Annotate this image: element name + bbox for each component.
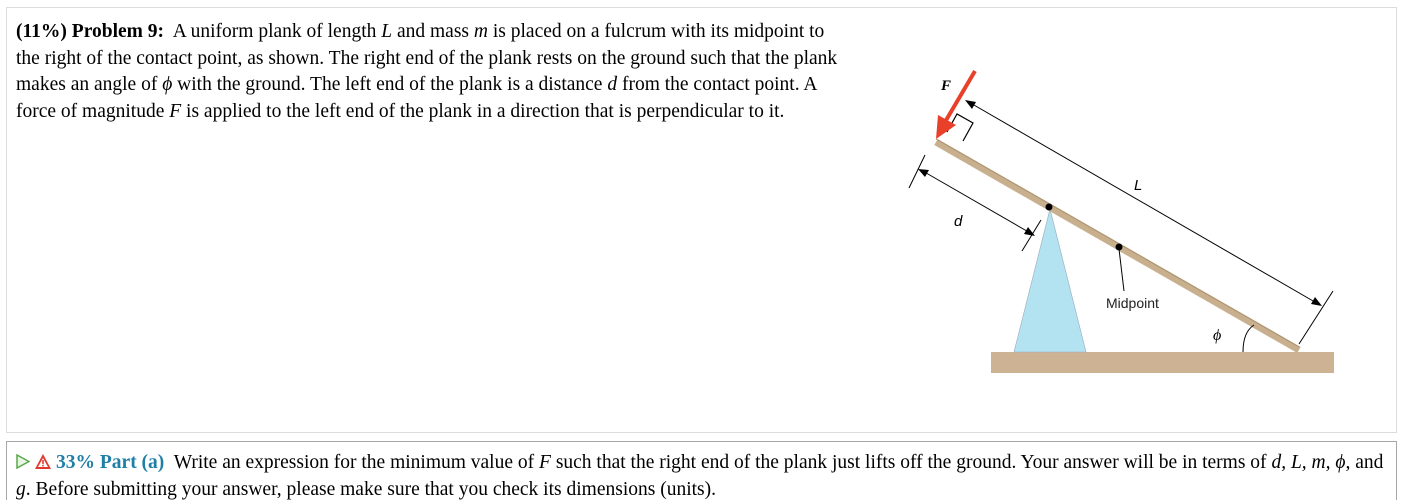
var-phi: ϕ — [162, 74, 173, 95]
part-text-4: . Before submitting your answer, please make sure that you check its dimensions (units). — [25, 479, 716, 500]
part-text-3: and — [1350, 452, 1384, 473]
problem-text-1: A uniform plank of length — [172, 21, 382, 42]
problem-text-3: is placed on a fulcrum with its midpoint to the right of the contact point, as shown. The right end of the plank rests on the ground such that the plank makes an angle of — [16, 21, 838, 95]
part-text-2: such that the right end of the plank just lifts off the ground. Your answer will be in terms of — [550, 452, 1272, 473]
midpoint-label: Midpoint — [1106, 295, 1159, 311]
part-percent: 33% — [56, 452, 95, 473]
part-a-statement — [16, 449, 1386, 503]
var-L: L — [381, 21, 393, 42]
angle-arc — [1243, 325, 1254, 352]
force-label: F — [941, 78, 952, 94]
problem-number: Problem 9: — [71, 21, 165, 42]
part-a-panel[interactable] — [6, 441, 1397, 500]
length-label: L — [1134, 177, 1143, 194]
problem-text-5: from the contact point. A force of magnitude — [16, 74, 817, 122]
var-d: d — [607, 74, 618, 95]
var-F: F — [169, 100, 182, 122]
midpoint-leader — [1119, 249, 1124, 291]
distance-dimension-line — [921, 170, 1032, 234]
warning-icon — [34, 453, 52, 470]
part-text-1: Write an expression for the minimum value of — [173, 452, 540, 473]
part-vars: d, L, m, ϕ, — [1271, 452, 1351, 473]
fulcrum — [1014, 209, 1086, 352]
part-var-F: F — [539, 452, 551, 473]
problem-panel — [6, 7, 1397, 433]
var-m: m — [473, 21, 488, 42]
distance-label: d — [954, 213, 963, 230]
problem-text-4: with the ground. The left end of the plank is a distance — [172, 74, 608, 95]
problem-text-6: is applied to the left end of the plank in a direction that is perpendicular to it. — [181, 100, 785, 122]
angle-label: ϕ — [1213, 327, 1222, 344]
ground — [991, 352, 1334, 373]
part-var-g: g — [16, 479, 26, 500]
problem-text-2: and mass — [392, 21, 474, 42]
length-dimension-line — [967, 101, 1320, 305]
play-icon[interactable] — [16, 454, 30, 469]
plank-diagram — [887, 58, 1357, 388]
problem-statement — [16, 19, 846, 125]
contact-point-dot — [1046, 204, 1053, 211]
part-label[interactable]: Part (a) — [99, 452, 165, 473]
problem-percent: (11%) — [16, 21, 67, 42]
